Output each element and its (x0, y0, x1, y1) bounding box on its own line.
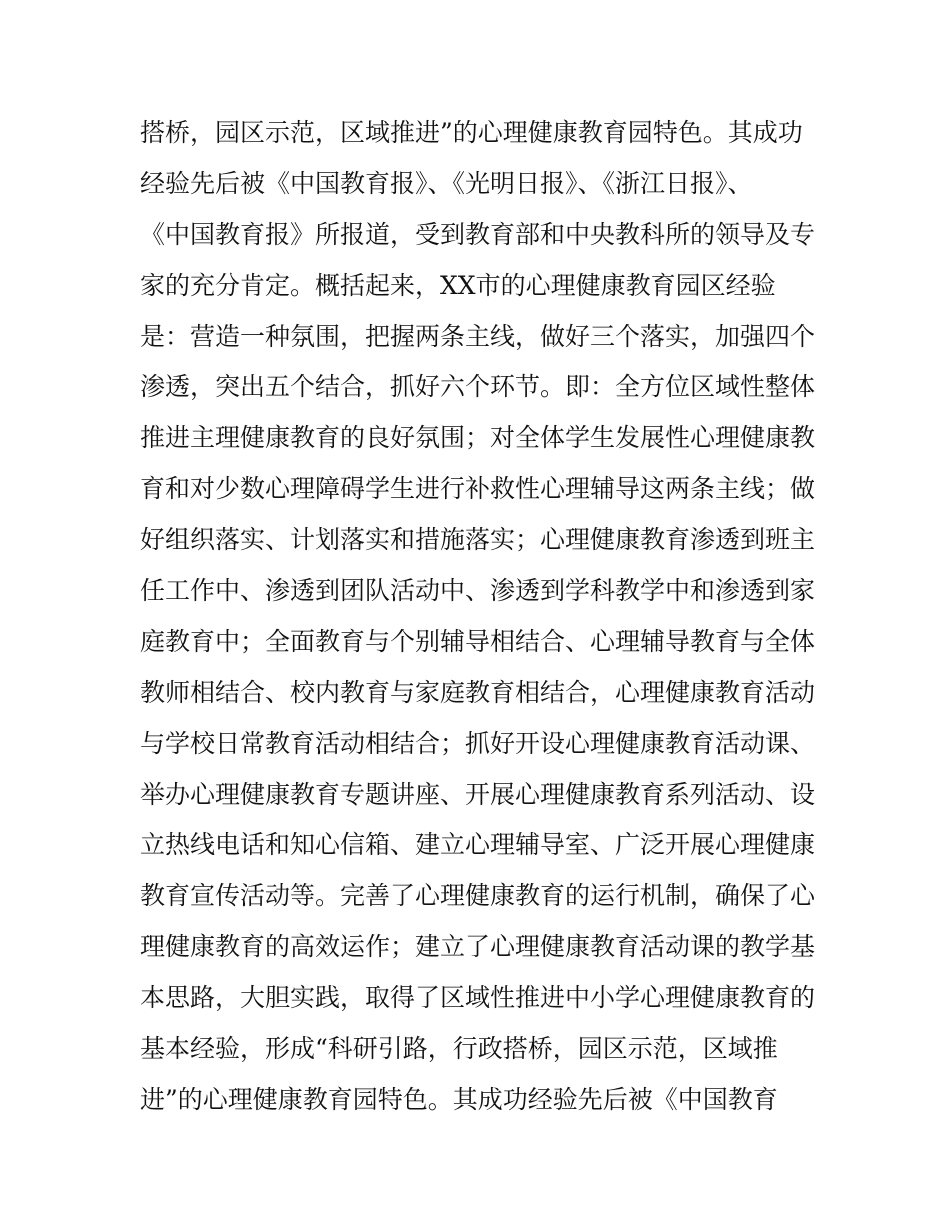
text-line-7: 推进主理健康教育的良好氛围；对全体学生发展性心理健康教 (140, 423, 816, 453)
text-line-19: 基本经验，形成“科研引路，行政搭桥，园区示范，区域推 (140, 1034, 778, 1064)
text-line-5: 是：营造一种氛围，把握两条主线，做好三个落实，加强四个 (140, 321, 816, 351)
text-line-12: 教师相结合、校内教育与家庭教育相结合，心理健康教育活动 (140, 677, 816, 707)
text-line-3: 《中国教育报》所报道，受到教育部和中央教科所的领导及专 (140, 219, 816, 249)
text-line-18: 本思路，大胆实践，取得了区域性推进中小学心理健康教育的 (140, 983, 816, 1013)
text-line-20: 进”的心理健康教育园特色。其成功经验先后被《中国教育 (140, 1084, 778, 1114)
text-line-2: 经验先后被《中国教育报》、《光明日报》、《浙江日报》、 (140, 168, 753, 198)
text-line-11: 庭教育中；全面教育与个别辅导相结合、心理辅导教育与全体 (140, 626, 816, 656)
text-line-10: 任工作中、渗透到团队活动中、渗透到学科教学中和渗透到家 (140, 576, 816, 606)
text-line-17: 理健康教育的高效运作；建立了心理健康教育活动课的教学基 (140, 932, 816, 962)
body-text (140, 108, 820, 1126)
text-line-8: 育和对少数心理障碍学生进行补救性心理辅导这两条主线；做 (140, 474, 816, 504)
text-line-1: 搭桥，园区示范，区域推进”的心理健康教育园特色。其成功 (140, 118, 803, 147)
text-line-16: 教育宣传活动等。完善了心理健康教育的运行机制，确保了心 (140, 881, 816, 911)
text-line-15: 立热线电话和知心信箱、建立心理辅导室、广泛开展心理健康 (140, 830, 816, 860)
text-line-9: 好组织落实、计划落实和措施落实；心理健康教育渗透到班主 (140, 525, 816, 555)
text-line-6: 渗透，突出五个结合，抓好六个环节。即：全方位区域性整体 (140, 372, 816, 402)
text-line-4: 家的充分肯定。概括起来，XX市的心理健康教育园区经验 (140, 270, 776, 300)
text-line-14: 举办心理健康教育专题讲座、开展心理健康教育系列活动、设 (140, 779, 816, 809)
text-line-13: 与学校日常教育活动相结合；抓好开设心理健康教育活动课、 (140, 728, 816, 758)
